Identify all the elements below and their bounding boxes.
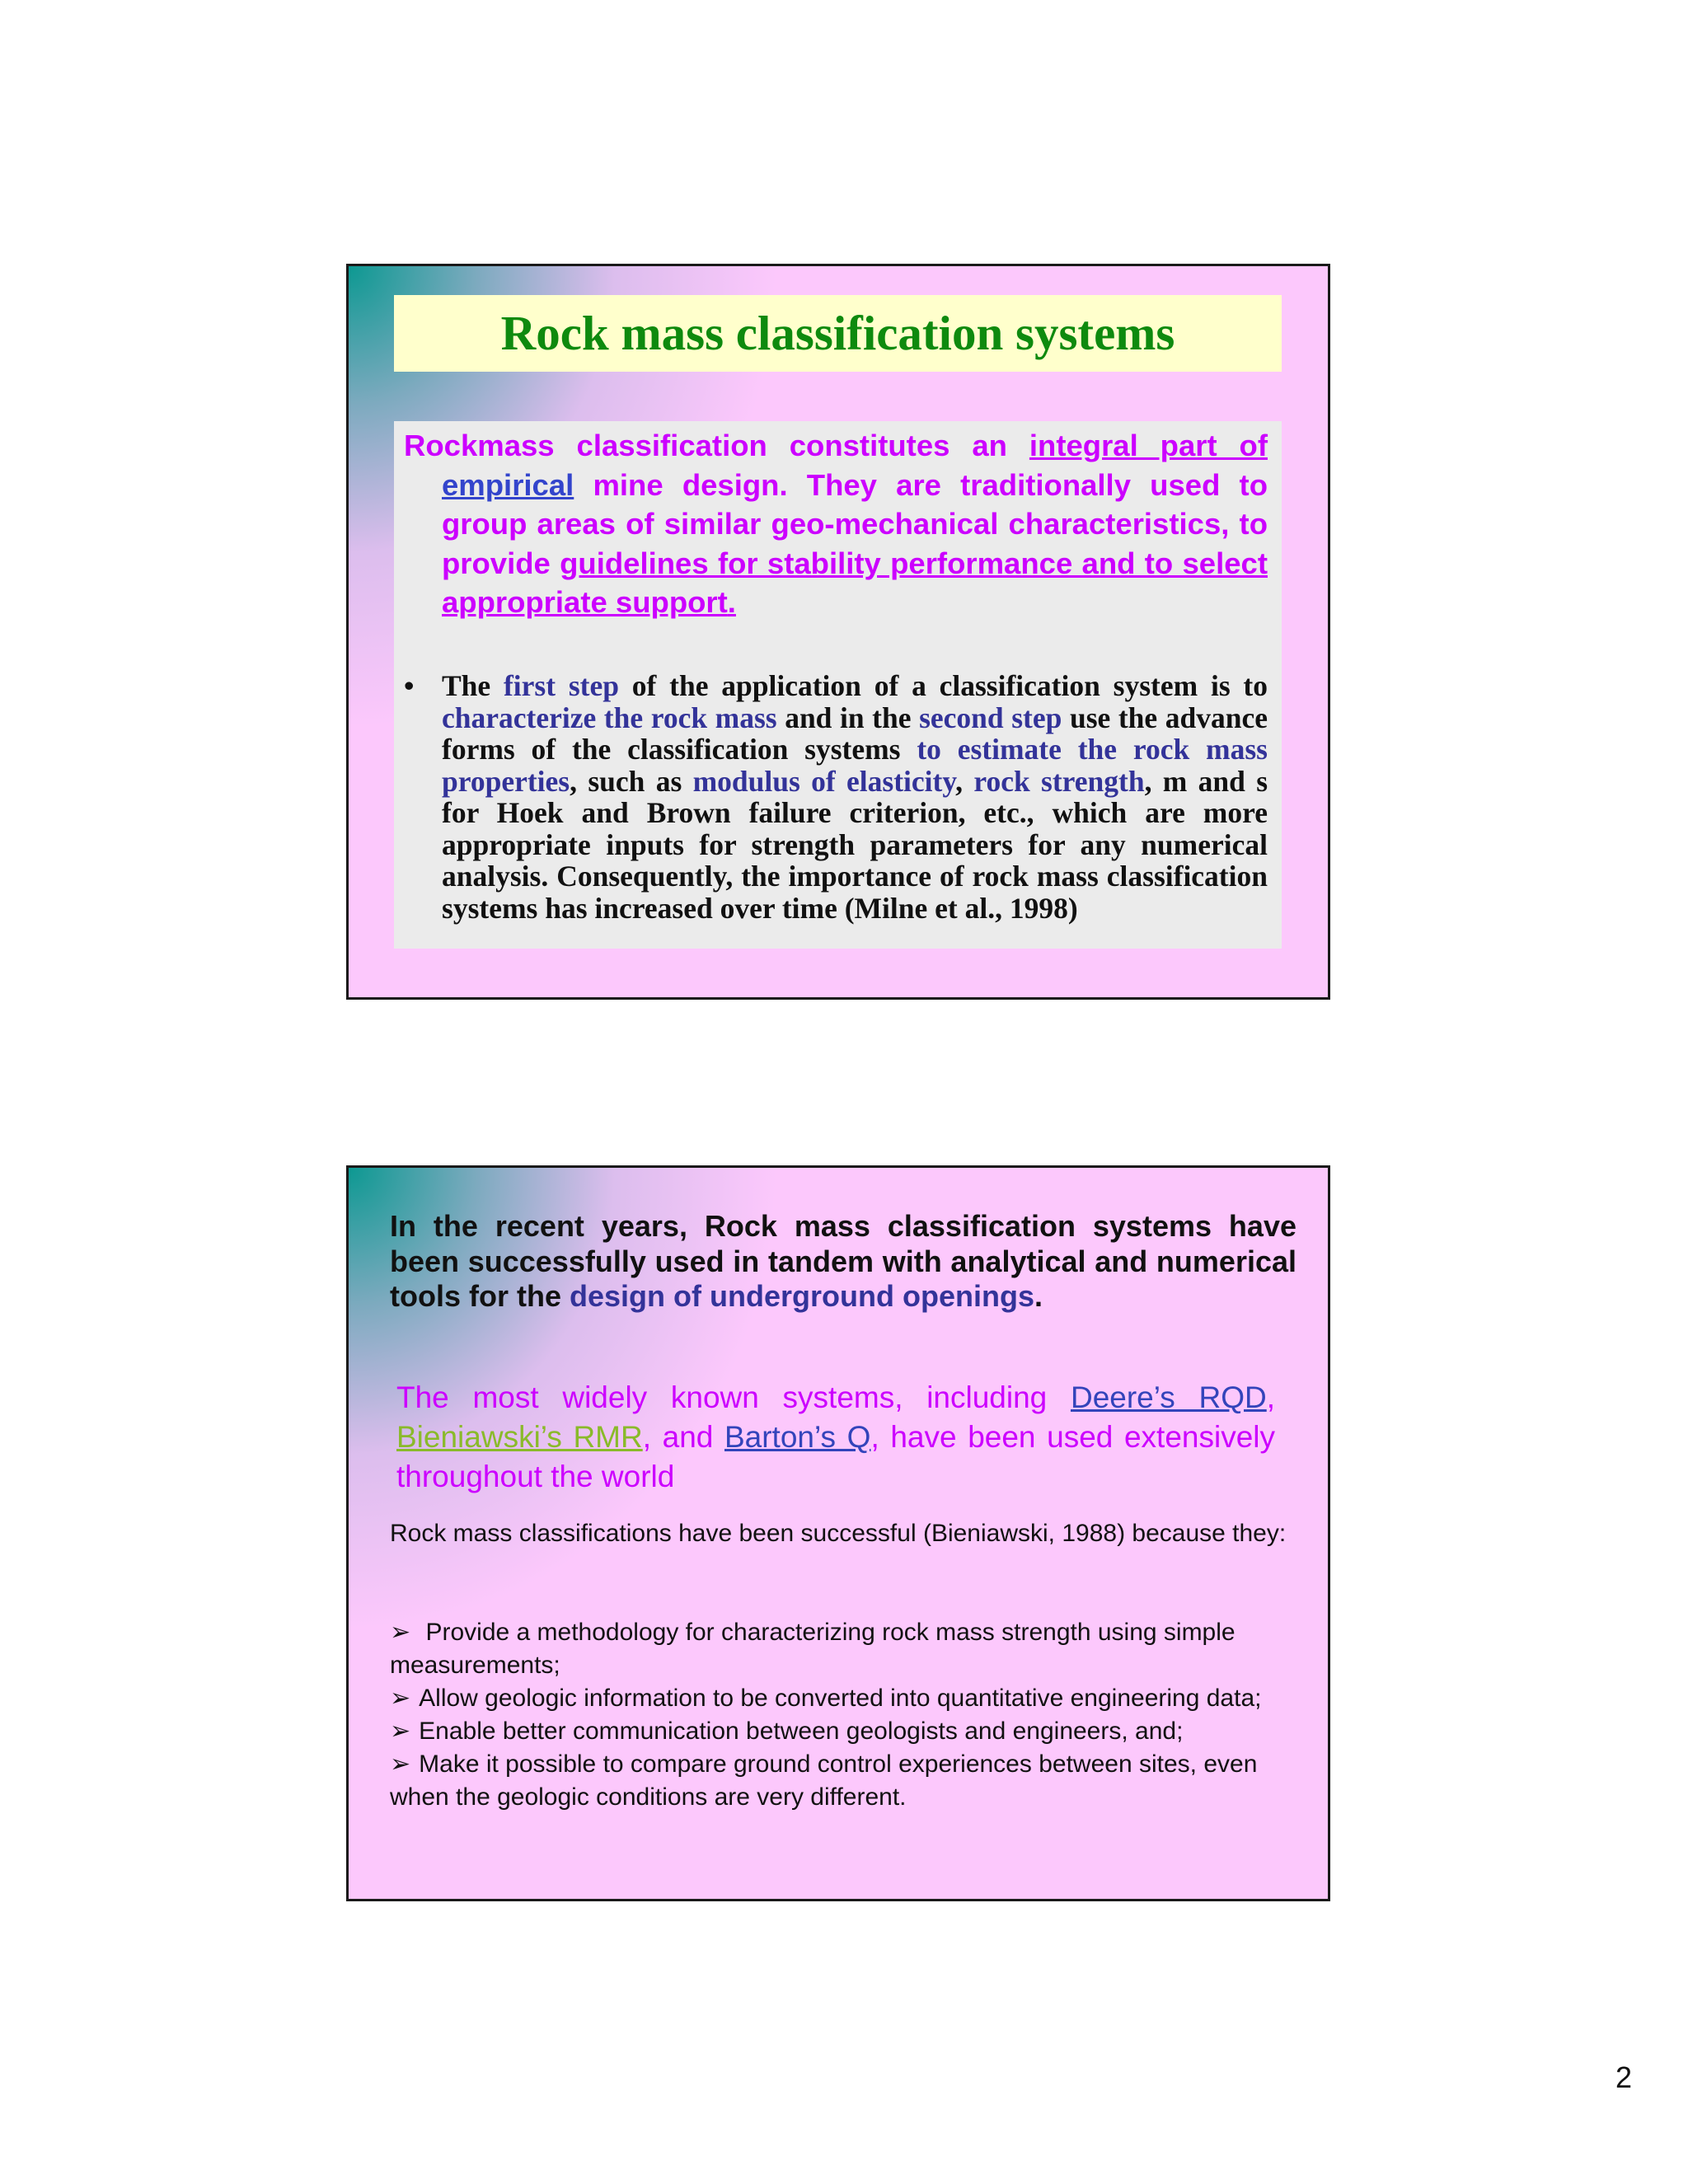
recent-years-paragraph <box>390 1209 1296 1315</box>
arrow-bullet-icon: ➢ <box>390 1685 411 1712</box>
slide-title: Rock mass classification systems <box>500 306 1175 360</box>
highlight-rock-strength: rock strength <box>973 764 1145 798</box>
highlight-characterize: characterize the rock mass <box>442 701 777 734</box>
success-paragraph: Rock mass classifications have been successful (Bieniawski, 1988) because they: <box>390 1520 1287 1547</box>
list-item-text: Make it possible to compare ground control experiences between sites, even when the geologic conditions are very different. <box>390 1750 1258 1811</box>
bullet-paragraph <box>404 670 1268 924</box>
reasons-list <box>390 1616 1296 1814</box>
title-box <box>394 295 1282 372</box>
barton-q-link[interactable]: Barton’s Q <box>724 1420 871 1454</box>
arrow-bullet-icon: ➢ <box>390 1718 411 1745</box>
bullet-text: and in the <box>776 701 920 734</box>
integral-part-link[interactable]: integral part of <box>1029 429 1268 462</box>
bullet-icon: • <box>404 669 415 702</box>
intro-period: . <box>1034 1279 1043 1313</box>
bullet-text: , m and s for Hoek and Brown failure criterion, etc., which are more appropriate inputs for strength parameters for any numerical analysis. Consequently, the importance of rock mass classification systems has increased over time (Milne et al., 1998) <box>442 764 1268 925</box>
bullet-text: , such as <box>570 764 693 798</box>
list-item-text: Allow geologic information to be converted into quantitative engineering data; <box>419 1685 1262 1712</box>
highlight-first-step: first step <box>503 669 619 702</box>
page-number: 2 <box>1615 2060 1632 2094</box>
list-item <box>390 1715 1296 1748</box>
systems-text: , have been used extensively throughout the world <box>396 1420 1276 1493</box>
bullet-text: of the application of a classification system is to <box>619 669 1268 702</box>
guidelines-link[interactable]: guidelines for stability performance and to select appropriate support <box>442 546 1268 619</box>
systems-paragraph <box>396 1378 1275 1497</box>
slide-rock-mass-classification <box>346 264 1330 1000</box>
list-item-text: Provide a methodology for characterizing rock mass strength using simple measurements; <box>390 1619 1236 1679</box>
highlight-design-openings: design of underground openings <box>570 1279 1034 1313</box>
systems-text: , and <box>642 1420 724 1454</box>
list-item <box>390 1682 1296 1715</box>
systems-text: , <box>1266 1380 1276 1414</box>
slide-recent-years <box>346 1165 1330 1901</box>
bieniawski-rmr-link[interactable]: Bieniawski’s RMR <box>396 1420 643 1454</box>
list-item <box>390 1616 1296 1682</box>
intro-period: . <box>727 585 736 619</box>
content-box <box>394 421 1282 949</box>
highlight-second-step: second step <box>919 701 1062 734</box>
intro-text: mine design. They are traditionally used to group areas of similar geo-mechanical characteristics, to provide <box>442 467 1268 580</box>
intro-paragraph <box>404 426 1268 622</box>
systems-text: The most widely known systems, including <box>396 1380 1071 1414</box>
highlight-estimate: to estimate the rock mass properties <box>442 733 1268 798</box>
intro-text: Rockmass classification constitutes an <box>404 429 1029 462</box>
arrow-bullet-icon: ➢ <box>390 1750 411 1778</box>
intro-text: In the recent years, Rock mass classification systems have been successfully used in tandem with analytical and numerical tools for the <box>390 1209 1296 1313</box>
arrow-bullet-icon: ➢ <box>390 1619 411 1646</box>
highlight-modulus: modulus of elasticity <box>692 764 956 798</box>
list-item <box>390 1748 1296 1814</box>
bullet-text: The <box>442 669 504 702</box>
deere-rqd-link[interactable]: Deere’s RQD <box>1070 1380 1267 1414</box>
list-item-text: Enable better communication between geologists and engineers, and; <box>419 1718 1184 1745</box>
bullet-text: , <box>955 764 974 798</box>
empirical-link[interactable]: empirical <box>442 467 574 502</box>
bullet-text: use the advance forms of the classification systems <box>442 701 1268 766</box>
